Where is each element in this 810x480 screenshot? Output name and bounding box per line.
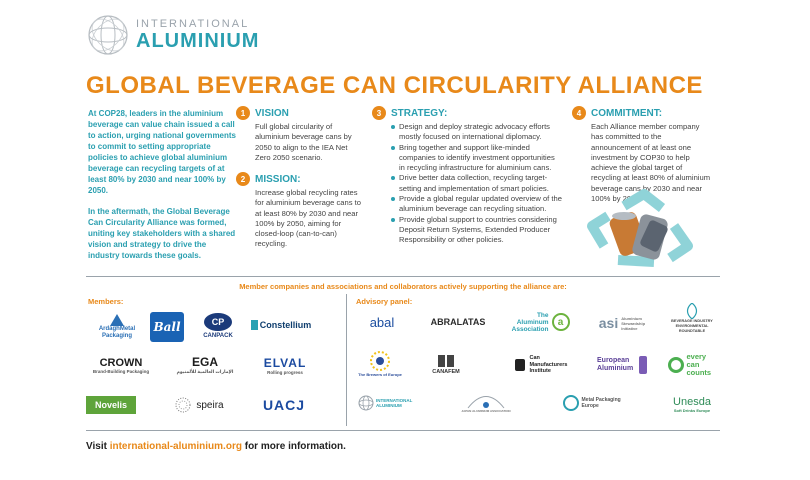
- international-aluminium-text: INTERNATIONAL ALUMINIUM: [376, 397, 413, 408]
- international-aluminium-logo: [356, 392, 418, 414]
- members-label: Members:: [88, 297, 124, 306]
- can-stack-icon: [437, 353, 455, 369]
- asi-mark: asi: [598, 315, 619, 331]
- european-aluminium-mark-icon: [639, 356, 647, 374]
- every-can-counts-mark-icon: [668, 357, 684, 373]
- speira-logo: [166, 394, 232, 416]
- novelis-logo: Novelis: [86, 396, 136, 414]
- footer-pre: Visit: [86, 441, 107, 452]
- constellium-logo: [248, 314, 314, 336]
- asi-logo: [592, 312, 654, 334]
- every-can-counts-logo: [664, 348, 722, 382]
- crown-tagline: Brand-Building Packaging: [92, 368, 150, 374]
- uacj-logo: UACJ: [262, 397, 306, 413]
- commitment-title: COMMITMENT:: [591, 107, 663, 119]
- crown-text: CROWN: [99, 356, 143, 369]
- strategy-number: 3: [372, 106, 386, 120]
- section-divider: [86, 276, 720, 277]
- speira-mark-icon: [174, 396, 192, 414]
- vision-body: Full global circularity of aluminium beverage cans by 2050 to align to the IEA Net Zero 2050 scenario.: [255, 122, 352, 162]
- jaa-arc-icon: [466, 391, 506, 409]
- brand-header: [86, 12, 259, 58]
- strategy-item: Provide a global regular updated overview of the aluminium beverage can recycling situation.: [391, 194, 562, 215]
- brewers-star-icon: [369, 350, 391, 372]
- canafem-text: CANAFEM: [432, 369, 460, 375]
- mpe-text: Metal Packaging Europe: [581, 397, 621, 409]
- unesda-text: Unesda: [673, 395, 711, 408]
- page-title: GLOBAL BEVERAGE CAN CIRCULARITY ALLIANCE: [86, 72, 703, 99]
- globe-icon: [86, 13, 130, 57]
- leaf-icon: [686, 303, 698, 319]
- footer-post: for more information.: [244, 441, 346, 452]
- cmi-mark-icon: [513, 358, 527, 372]
- ardagh-logo: [86, 310, 148, 344]
- aluminum-association-text: The Aluminum Association: [511, 311, 549, 333]
- european-aluminium-text: European Aluminium: [597, 357, 634, 372]
- mission-number: 2: [236, 172, 250, 186]
- vision-section: [236, 106, 361, 163]
- recycle-cans-icon: [584, 186, 704, 270]
- mission-body: Increase global recycling rates for aluminium beverage cans to at least 80% by 2030 and near 100% by 2050, aiming for closed-loop (can-to-can) recycling.: [255, 188, 361, 249]
- brewers-logo: [356, 346, 404, 380]
- unesda-logo: [664, 390, 720, 418]
- ardagh-mark-icon: [110, 314, 124, 326]
- cmi-text: Can Manufacturers Institute: [529, 355, 568, 375]
- brewers-text: The Brewers of Europe: [358, 371, 402, 377]
- constellium-text: Constellium: [259, 320, 312, 330]
- bier-text: BEVERAGE INDUSTRY ENVIRONMENTAL ROUNDTABLE: [671, 318, 713, 333]
- strategy-item: Bring together and support like-minded companies to identify investment opportunities in recycling infrastructure for aluminium cans.: [391, 143, 562, 174]
- canafem-logo: [424, 348, 468, 380]
- elval-tagline: Rolling progress: [267, 369, 303, 375]
- aluminum-association-logo: [500, 310, 576, 334]
- ega-text: EGA: [191, 355, 218, 369]
- jaa-logo: [456, 386, 516, 418]
- canpack-mark: CP: [204, 313, 232, 331]
- strategy-item: Provide global support to countries considering Deposit Return Systems, Extended Producer Responsibility or other policies.: [391, 215, 562, 246]
- commitment-number: 4: [572, 106, 586, 120]
- ega-logo: [178, 352, 232, 378]
- metal-packaging-europe-logo: [560, 390, 626, 416]
- footer-divider: [86, 430, 720, 431]
- unesda-tagline: Soft Drinks Europe: [673, 407, 711, 413]
- strategy-item: Drive better data collection, recycling target-setting and implementation of smart policies.: [391, 173, 562, 194]
- every-can-counts-text: every can counts: [686, 352, 712, 377]
- advisory-label: Advisory panel:: [356, 297, 413, 306]
- european-aluminium-logo: [592, 350, 652, 380]
- bier-logo: [664, 300, 720, 336]
- globe-small-icon: [358, 395, 374, 411]
- vision-number: 1: [236, 106, 250, 120]
- mpe-ring-icon: [563, 395, 579, 411]
- ball-logo: Ball: [150, 312, 184, 342]
- brand-line-1: INTERNATIONAL: [136, 18, 250, 30]
- website-link[interactable]: international-aluminium.org: [109, 441, 242, 452]
- strategy-title: STRATEGY:: [391, 107, 448, 119]
- ega-arabic: الإمارات العالمية للألمنيوم: [176, 369, 234, 374]
- canpack-logo: [198, 310, 238, 342]
- elval-text: ELVAL: [263, 355, 307, 370]
- intro-paragraph-1: At COP28, leaders in the aluminium beverage can value chain issued a call to action, urging national governments to commit to setting appropriate policies to achieve global aluminium beverage can recycling targets of at least 80% by 2030 and near 100% by 2050.: [88, 109, 237, 195]
- commitment-body: Each Alliance member company has committed to the announcement of at least one investment by COP30 to help achieve the global target of recycling at least 80% of aluminium beverage cans by 2030 and near 100% by 2050.: [591, 122, 711, 204]
- constellium-mark-icon: [251, 320, 258, 330]
- ardagh-text: ArdaghMetal Packaging: [98, 326, 136, 339]
- vertical-divider: [346, 294, 347, 426]
- mission-section: [236, 172, 361, 250]
- crown-logo: [86, 352, 156, 378]
- elval-logo: [254, 352, 316, 378]
- aluminum-association-mark-icon: a: [552, 313, 570, 331]
- canpack-text: CANPACK: [203, 333, 233, 339]
- strategy-list: [391, 122, 562, 246]
- speira-text: speira: [196, 399, 224, 411]
- members-heading: Member companies and associations and collaborators actively supporting the alliance are:: [239, 282, 567, 291]
- jaa-text: JAPAN ALUMINIUM ASSOCIATION: [461, 409, 511, 413]
- brand-line-2: ALUMINIUM: [136, 30, 260, 52]
- abal-logo: abal: [369, 314, 395, 330]
- mission-title: MISSION:: [255, 173, 301, 185]
- strategy-item: Design and deploy strategic advocacy efforts mostly focused on international diplomacy.: [391, 122, 562, 143]
- vision-title: VISION: [255, 107, 289, 119]
- asi-text: Aluminium Stewardship Initiative: [621, 315, 646, 331]
- footer: [86, 441, 346, 452]
- abralatas-logo: ABRALATAS: [430, 317, 486, 327]
- cmi-logo: [510, 352, 580, 378]
- strategy-section: [372, 106, 562, 246]
- intro-paragraph-2: In the aftermath, the Global Beverage Can Circularity Alliance was formed, uniting key stakeholders with a shared vision and strategy to drive the industry towards these goals.: [88, 207, 236, 260]
- intro-text: [88, 108, 238, 271]
